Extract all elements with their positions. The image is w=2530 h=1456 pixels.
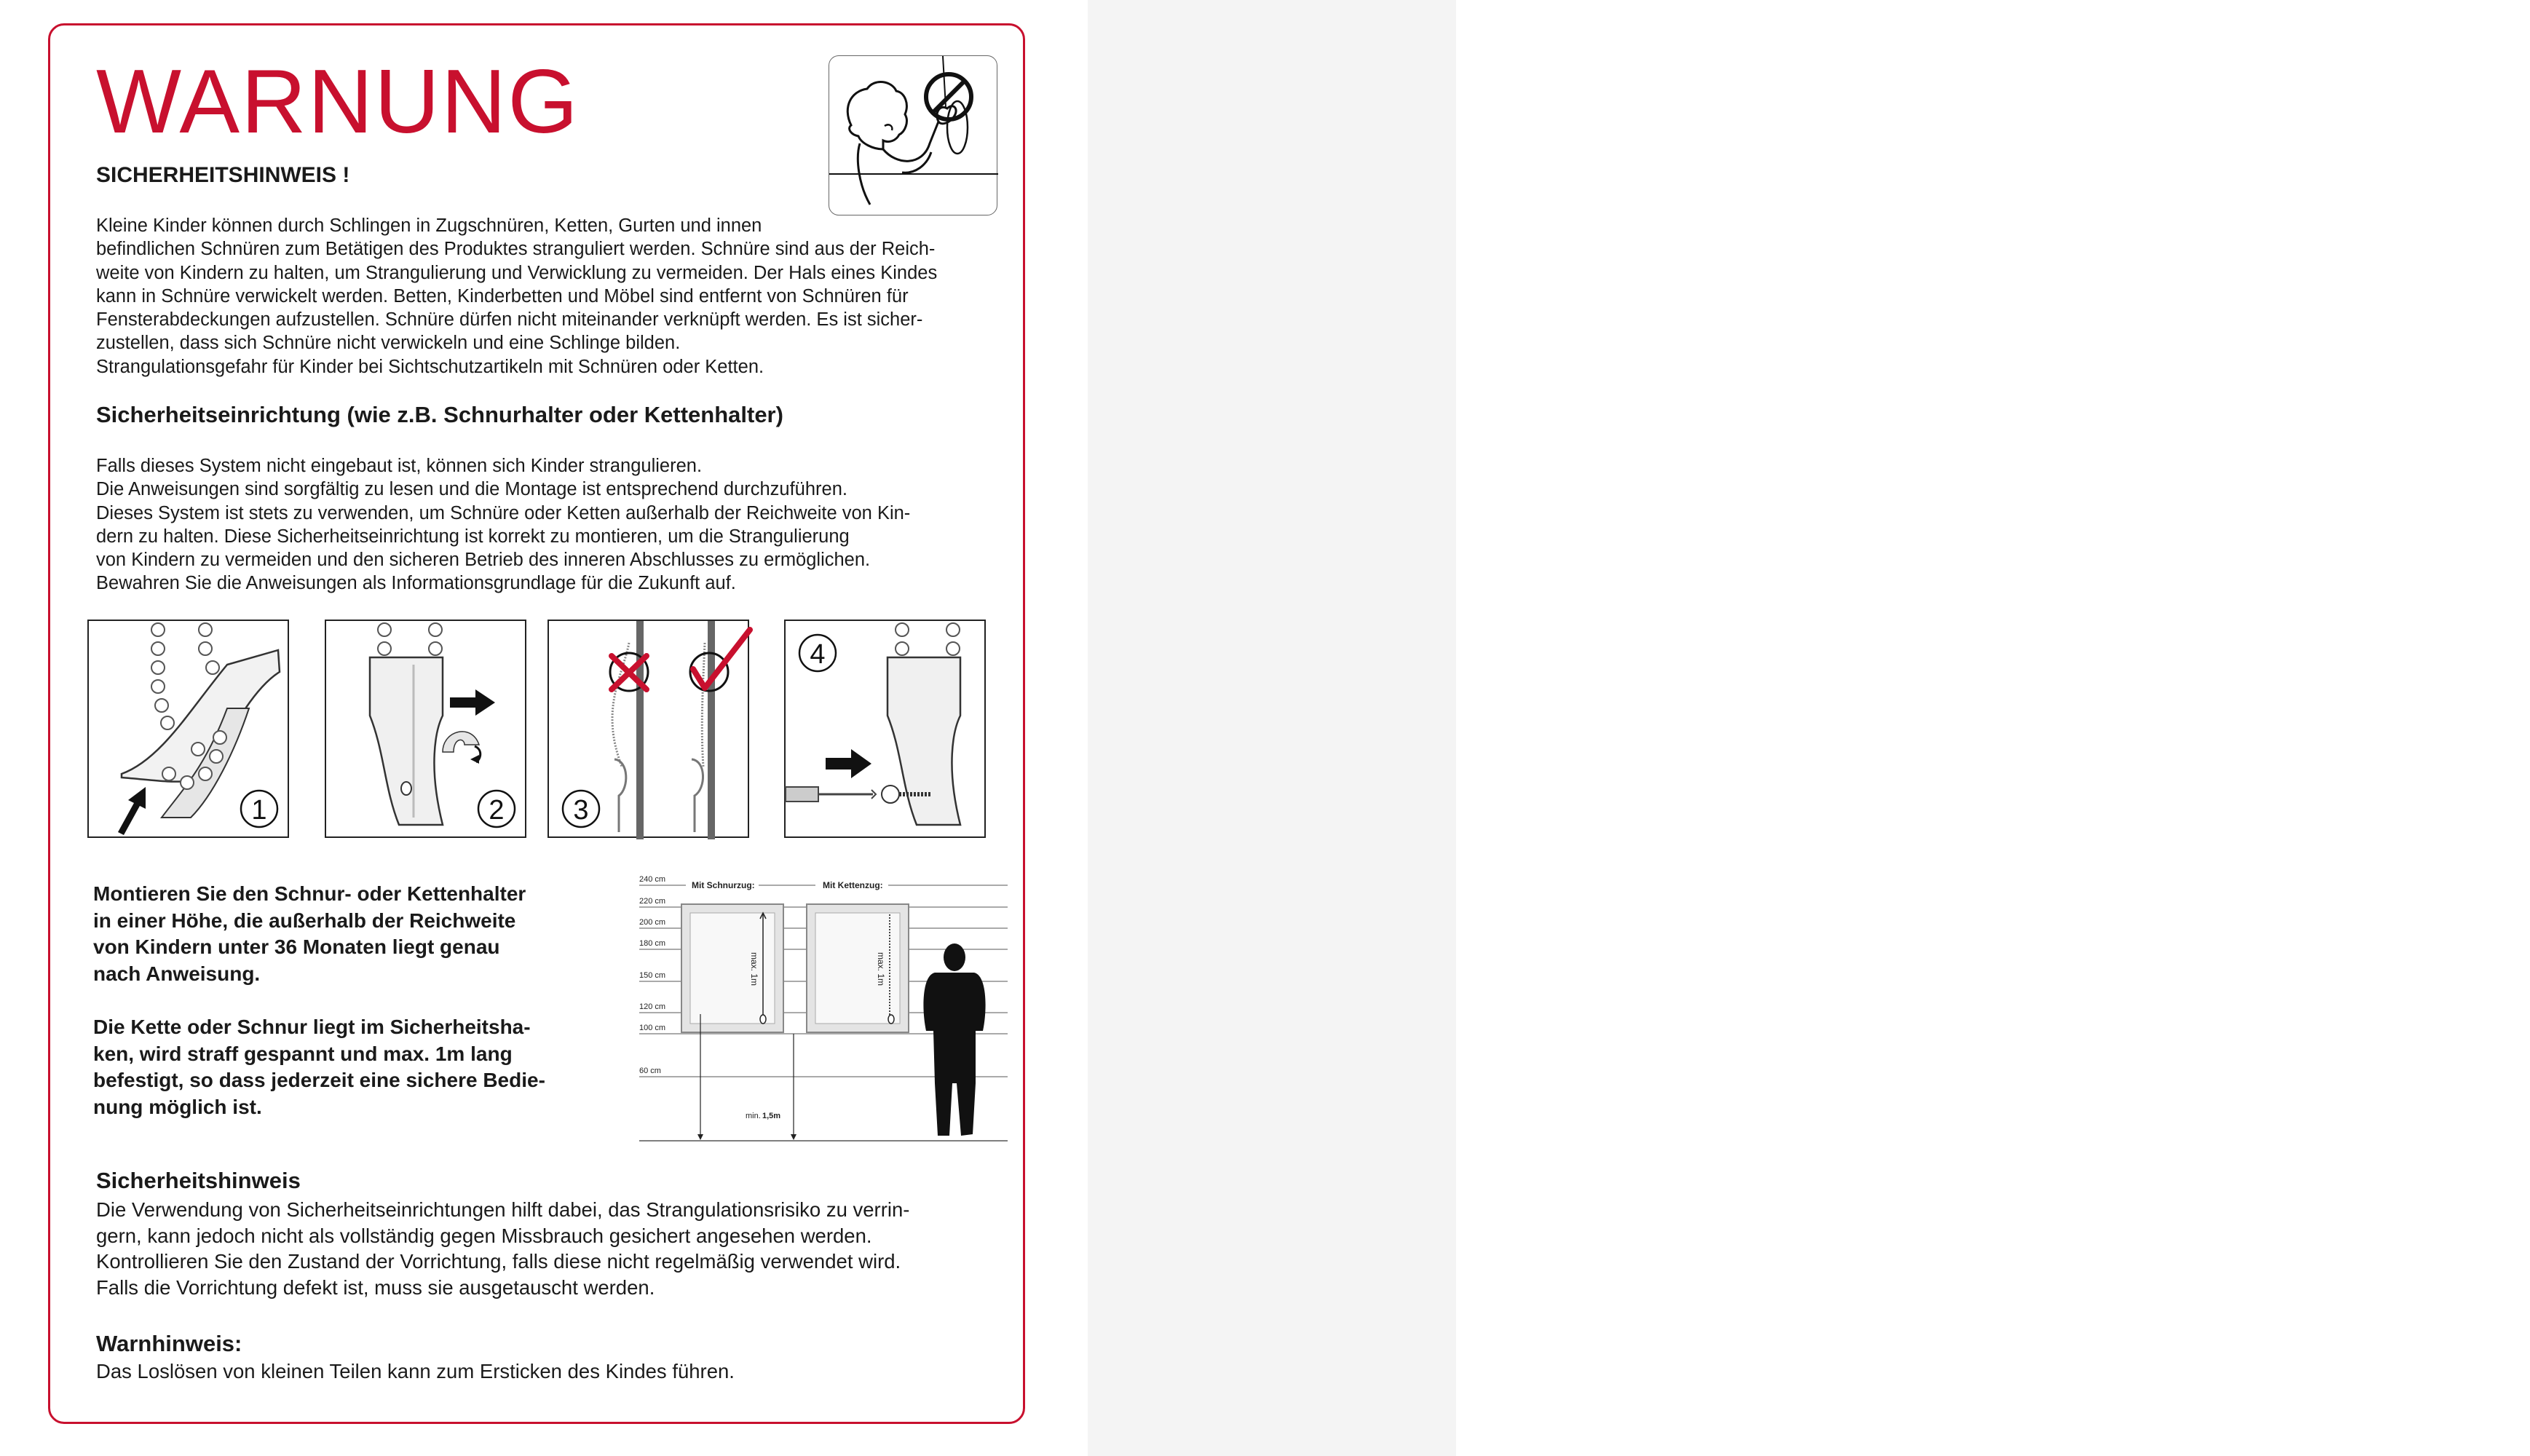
step-number: 2 xyxy=(489,795,505,826)
height-label: 120 cm xyxy=(639,1002,666,1011)
safety-note-heading: Sicherheitshinweis xyxy=(96,1168,301,1193)
intro-line: befindlichen Schnüren zum Betätigen des Produktes stranguliert werden. Schnüre sind aus der Reich- xyxy=(96,239,936,260)
child-with-cord-icon xyxy=(829,56,998,216)
safety-note-line: Die Verwendung von Sicherheitseinrichtungen hilft dabei, das Strangulationsrisiko zu verrin- xyxy=(96,1198,910,1221)
chain-label: Mit Kettenzug: xyxy=(823,880,883,890)
min-height-prefix: min. xyxy=(746,1112,761,1120)
mounting-line: Montieren Sie den Schnur- oder Kettenhalter xyxy=(93,882,526,905)
safety-device-paragraph xyxy=(96,454,910,596)
safety-device-line: Dieses System ist stets zu verwenden, um Schnüre oder Ketten außerhalb der Reichweite von Kin- xyxy=(96,502,911,523)
safety-device-line: Bewahren Sie die Anweisungen als Informationsgrundlage für die Zukunft auf. xyxy=(96,573,736,594)
mounting-line: nach Anweisung. xyxy=(93,962,261,985)
page-title: WARNUNG xyxy=(96,52,580,152)
person-silhouette-icon xyxy=(923,943,985,1136)
side-band xyxy=(1088,0,2530,1456)
safety-subtitle: SICHERHEITSHINWEIS ! xyxy=(96,163,350,187)
mounting-line: nung möglich ist. xyxy=(93,1095,262,1118)
step-3-illustration xyxy=(547,620,749,838)
mounting-height-diagram xyxy=(639,872,1008,1146)
mounting-line: von Kindern unter 36 Monaten liegt genau xyxy=(93,935,500,958)
safety-note-paragraph xyxy=(96,1197,909,1301)
intro-line: zustellen, dass sich Schnüre nicht verwickeln und eine Schlinge bilden. xyxy=(96,333,681,354)
max-length-label: max. 1m xyxy=(876,952,886,986)
safety-device-heading: Sicherheitseinrichtung (wie z.B. Schnurhalter oder Kettenhalter) xyxy=(96,402,783,427)
mounting-line: in einer Höhe, die außerhalb der Reichweite xyxy=(93,909,516,932)
step-number: 3 xyxy=(573,795,589,826)
safety-device-line: von Kindern zu vermeiden und den sicheren Betrieb des inneren Abschlusses zu ermöglichen. xyxy=(96,550,871,571)
height-label: 220 cm xyxy=(639,897,666,906)
intro-line: Kleine Kinder können durch Schlingen in Zugschnüren, Ketten, Gurten und innen xyxy=(96,215,762,236)
height-label: 60 cm xyxy=(639,1067,661,1075)
safety-device-line: Falls dieses System nicht eingebaut ist, können sich Kinder strangulieren. xyxy=(96,456,703,476)
step-4-illustration xyxy=(784,620,986,838)
mounting-line: Die Kette oder Schnur liegt im Sicherheitsha- xyxy=(93,1016,531,1038)
intro-line: weite von Kindern zu halten, um Strangulierung und Verwicklung zu vermeiden. Der Hals eines Kindes xyxy=(96,262,938,283)
safety-device-line: dern zu halten. Diese Sicherheitseinrichtung ist korrekt zu montieren, um die Strangulierung xyxy=(96,526,850,547)
safety-device-line: Die Anweisungen sind sorgfältig zu lesen und die Montage ist entsprechend durchzuführen. xyxy=(96,479,847,500)
height-label: 180 cm xyxy=(639,939,666,948)
height-label: 100 cm xyxy=(639,1024,666,1032)
min-height-value: 1,5m xyxy=(762,1112,781,1120)
mounting-paragraph-2 xyxy=(93,1014,545,1120)
warning-note-paragraph xyxy=(96,1358,735,1385)
step-2-illustration xyxy=(325,620,526,838)
height-label: 200 cm xyxy=(639,918,666,927)
mounting-paragraph-1 xyxy=(93,881,526,987)
side-label: Montage xyxy=(2189,114,2530,1342)
mounting-line: befestigt, so dass jederzeit eine sichere Bedie- xyxy=(93,1069,545,1091)
child-hazard-illustration xyxy=(829,55,997,215)
warning-note-text: Das Loslösen von kleinen Teilen kann zum Ersticken des Kindes führen. xyxy=(96,1360,735,1382)
intro-line: Strangulationsgefahr für Kinder bei Sichtschutzartikeln mit Schnüren oder Ketten. xyxy=(96,356,764,377)
mounting-line: ken, wird straff gespannt und max. 1m lang xyxy=(93,1042,513,1065)
intro-paragraph xyxy=(96,214,937,379)
step-number: 4 xyxy=(810,639,826,670)
safety-note-line: gern, kann jedoch nicht als vollständig gegen Missbrauch gesichert angesehen werden. xyxy=(96,1224,872,1247)
cord-label: Mit Schnurzug: xyxy=(692,880,755,890)
warning-note-heading: Warnhinweis: xyxy=(96,1331,242,1356)
safety-note-line: Falls die Vorrichtung defekt ist, muss sie ausgetauscht werden. xyxy=(96,1276,655,1299)
max-length-label: max. 1m xyxy=(749,952,759,986)
step-1-illustration xyxy=(87,620,289,838)
height-label: 240 cm xyxy=(639,875,666,884)
height-label: 150 cm xyxy=(639,971,666,980)
intro-line: kann in Schnüre verwickelt werden. Betten, Kinderbetten und Möbel sind entfernt von Schnüren für xyxy=(96,285,909,306)
intro-line: Fensterabdeckungen aufzustellen. Schnüre dürfen nicht miteinander verknüpft werden. Es ist sicher- xyxy=(96,309,923,331)
safety-note-line: Kontrollieren Sie den Zustand der Vorrichtung, falls diese nicht regelmäßig verwendet wird. xyxy=(96,1250,901,1273)
step-number: 1 xyxy=(251,795,267,826)
